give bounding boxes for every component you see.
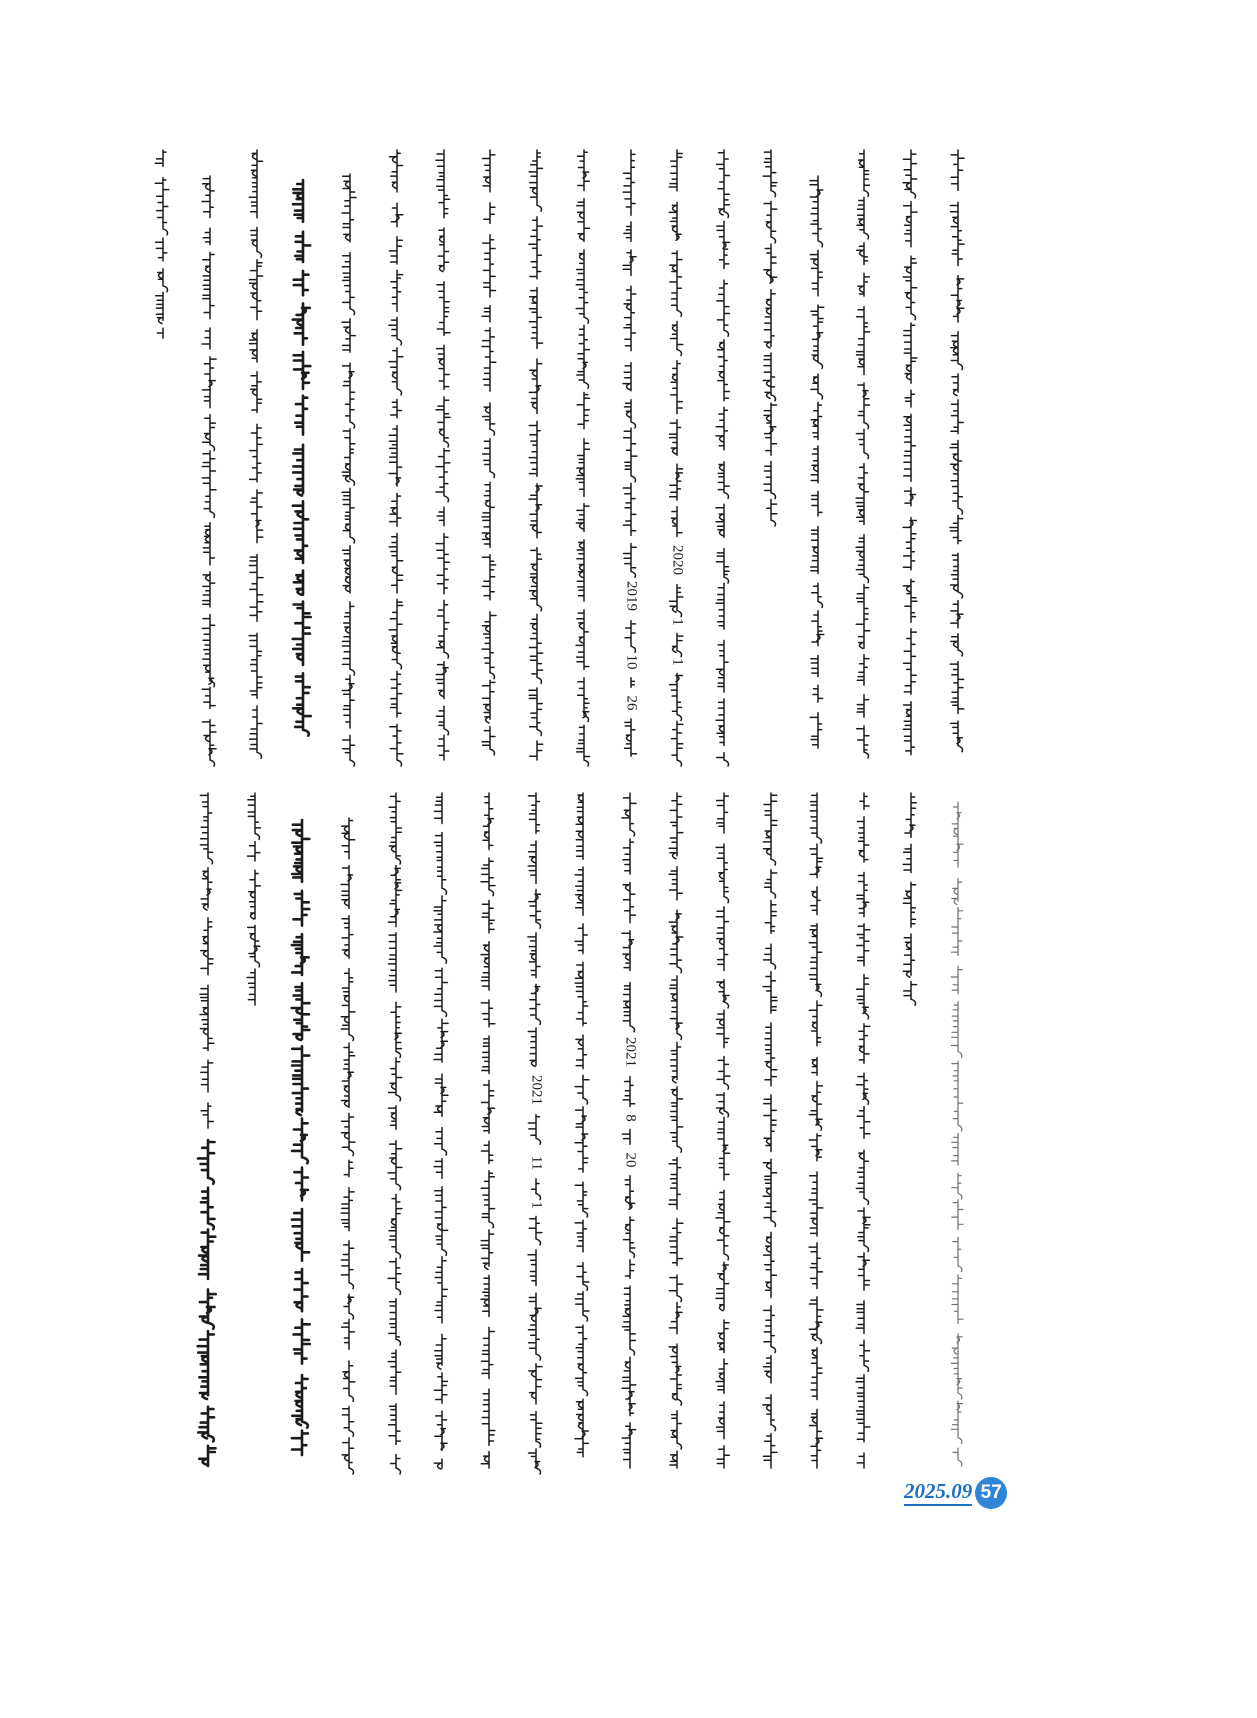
text-column [903,793,916,1005]
text-column [576,150,590,766]
bold-text-column [293,180,311,736]
text-column [716,150,730,766]
text-column [950,150,964,752]
text-column [810,176,824,748]
running-header-column [951,802,963,1466]
text-column [481,793,495,1468]
date-numeral-month: 8 [622,1114,639,1122]
text-column [669,793,683,1468]
text-column [716,793,730,1468]
text-column [856,150,870,758]
text-column [575,793,589,1457]
text-column [669,150,686,766]
text-column [341,818,355,1474]
date-numeral-year: 2020 [669,545,686,575]
text-column [436,150,450,760]
bold-text-column [292,820,310,1455]
text-column [856,793,870,1468]
text-column [809,793,823,1468]
bold-text-column [198,1140,216,1466]
date-numeral-month: 10 [623,654,640,670]
page-number-badge: 57 [975,1477,1007,1509]
text-column [247,793,260,1005]
text-column [249,150,263,758]
text-column [622,793,639,1468]
text-column [763,793,777,1468]
text-column [388,793,402,1474]
date-numeral-month: 1 [669,618,686,626]
date-numeral-day: 1 [528,1201,545,1209]
text-column [200,793,214,1128]
text-column [155,150,169,338]
text-column [763,150,777,526]
text-column [482,150,496,755]
page-footer [904,1477,1007,1509]
date-numeral-year: 2021 [528,1075,545,1105]
date-numeral-day: 1 [669,658,686,666]
date-numeral-month: 11 [528,1155,545,1171]
text-column [529,150,543,760]
text-column [528,793,545,1474]
issue-date: 2025.09 [904,1481,972,1506]
text-column [903,150,917,755]
date-numeral-day: 26 [623,695,640,711]
text-column [434,793,448,1469]
date-numeral-year: 2019 [623,581,640,611]
text-column [202,176,216,766]
text-column [342,174,356,766]
date-numeral-year: 2021 [622,1037,639,1067]
date-numeral-day: 20 [622,1152,639,1168]
text-column [389,150,403,766]
